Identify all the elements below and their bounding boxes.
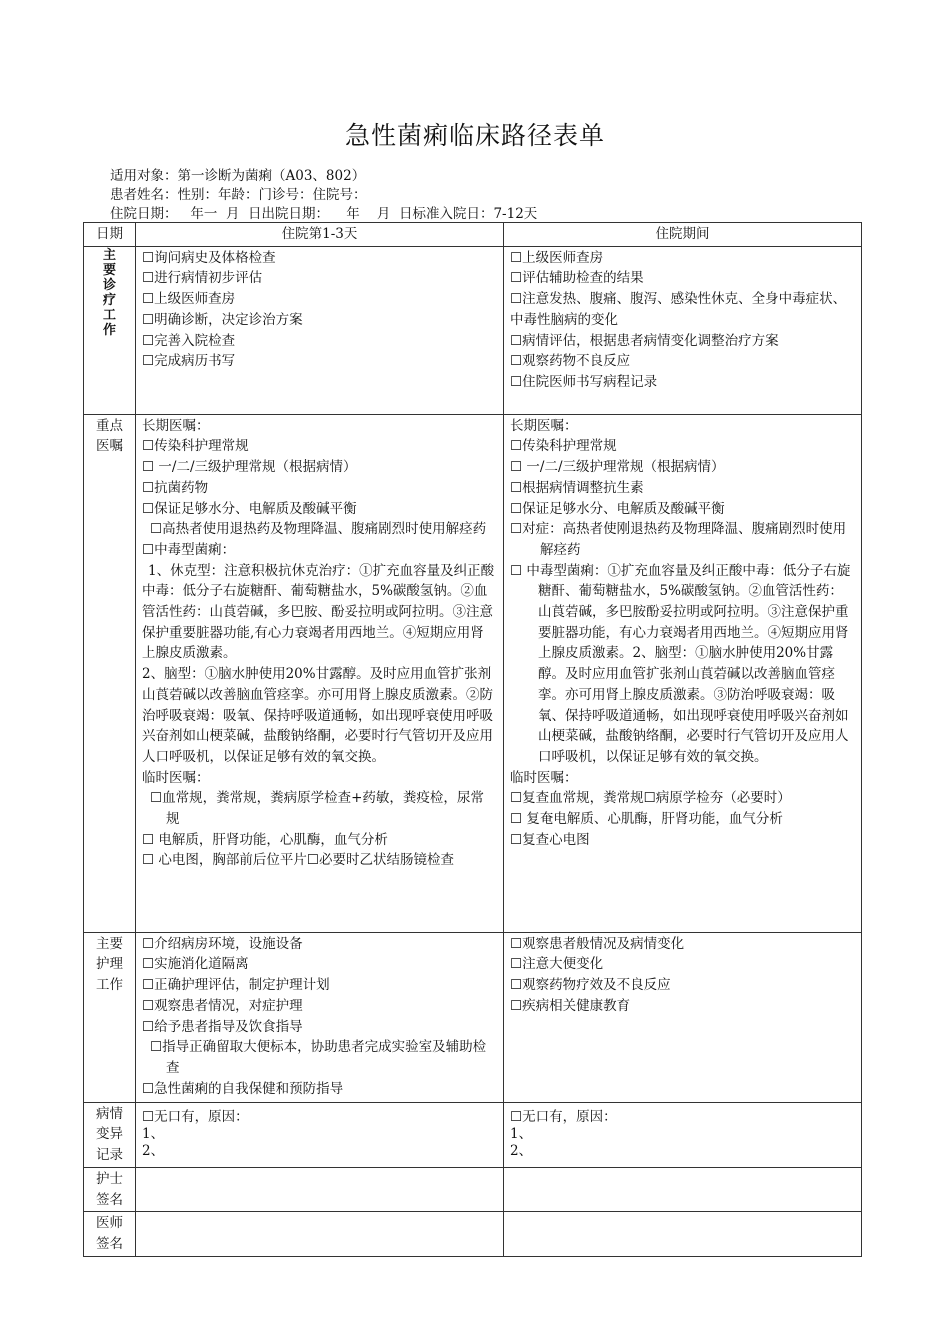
checklist-item[interactable]: ☐对症：高热者使刚退热药及物理降温、腹痛剧烈时使用解痉药 [510,521,847,558]
row-doctor-signature [84,1212,862,1256]
checklist-item[interactable]: ☐完成病历书写 [142,353,236,370]
checklist-item[interactable]: ☐ 一/二/三级护理常规（根据病情） [510,459,725,476]
row-label-variance [84,1102,136,1167]
checklist-item[interactable]: ☐中毒型菌痢： [142,541,236,558]
variance-reason-2[interactable]: 2、 [510,1142,533,1159]
checklist-item[interactable]: ☐介绍病房环境，设施设备 [142,935,303,952]
checklist-item[interactable]: ☐ 复奄电解质、心肌酶，肝肾功能，血气分析 [510,811,783,828]
patient-info: 患者姓名：性别：年龄：门诊号：住院号： [110,187,367,203]
checklist-item[interactable]: ☐急性菌痢的自我保健和预防指导 [142,1080,344,1097]
checklist-item[interactable]: ☐注意发热、腹痛、腹泻、感染性休克、全身中毒症状、中毒性脑病的变化 [510,291,847,328]
checklist-item[interactable]: ☐复查血常规，粪常规☐病原学检夯（必要时） [510,790,791,807]
doctor-signature-field-1[interactable] [136,1212,504,1256]
checklist-item[interactable]: ☐ 一/二/三级护理常规（根据病情） [142,459,357,476]
doctor-sign-label: 医师签名 [96,1215,123,1252]
row-label-diagnosis [84,246,136,414]
row-label-nurse-signature [84,1167,136,1211]
checklist-item[interactable]: ☐观察药物不良反应 [510,353,631,370]
checklist-item[interactable]: ☐实施消化道隔离 [142,956,249,973]
long-term-orders-title: 长期医嘱： [510,417,578,434]
row-label-orders [84,414,136,932]
doctor-signature-field-2[interactable] [504,1212,862,1256]
row-diagnosis [84,246,862,414]
row-label-nursing [84,932,136,1102]
checklist-item[interactable]: ☐评估辅助检查的结果 [510,270,644,287]
header-hospital-stay: 住院期间 [504,223,862,247]
row-nursing [84,932,862,1102]
header-days-1-3: 住院第1-3天 [136,223,504,247]
checklist-item[interactable]: ☐明确诊断，决定诊治方案 [142,311,303,328]
checklist-item[interactable]: ☐正确护理评估，制定护理计划 [142,977,330,994]
variance-reason-2[interactable]: 2、 [142,1142,165,1159]
checklist-item[interactable]: ☐观察药物疗效及不良反应 [510,977,671,994]
row-key-orders [84,414,862,932]
checklist-item[interactable]: ☐ 心电图，胸部前后位平片☐必要时乙状结肠镜检查 [142,852,454,869]
checklist-item[interactable]: ☐给予患者指导及饮食指导 [142,1018,303,1035]
shock-type-text: 1、休克型：注意积极抗休克治疗：①扩充血容量及纠正酸中毒：低分子右旋糖酐、葡萄糖盐水，5%碳酸氢钠。②血管活性药：山莨菪碱，多巴胺、酚妥拉明或阿拉明。③注意保护重要脏器功能,有心力衰竭者用西地兰。④短期应用肾上腺皮质激素。 [142,562,495,662]
variance-checkbox[interactable]: ☐无口有，原因： [142,1108,249,1125]
checklist-item[interactable]: ☐注意大便变化 [510,956,604,973]
checklist-item[interactable]: ☐抗菌药物 [142,479,209,496]
variance-reason-1[interactable]: 1、 [142,1125,165,1142]
checklist-item[interactable]: ☐血常规，粪常规，粪病原学检查+药敏，粪疫检，尿常规 [150,790,484,828]
orders-label: 重点医嘱 [96,417,123,455]
checklist-item[interactable]: ☐病情评估，根据患者病情变化调整治疗方案 [510,332,779,349]
brain-type-text: 2、脑型：①脑水肿使用20%甘露醇。及时应用血管扩张剂山莨菪碱以改善脑血管痉挛。亦可用肾上腺皮质激素。②防治呼吸衰竭：吸氧、保持呼吸道通畅，如出现呼衰使用呼吸兴奋剂如山梗菜碱，盐酸钠络酮，必要时行气管切开及应用人口呼吸机，以保证足够有效的氧交换。 [142,666,493,765]
nurse-sign-label: 护士签名 [96,1170,123,1208]
nurse-signature-field-1[interactable] [136,1167,504,1211]
temporary-orders-title: 临时医嘱： [510,769,578,786]
diagnosis-col1 [136,246,504,414]
header-row [84,223,862,247]
header-date: 日期 [84,223,136,247]
nursing-col2 [504,932,862,1102]
checklist-item[interactable]: ☐观察患者情况，对症护理 [142,997,303,1014]
checklist-item[interactable]: ☐上级医师查房 [510,249,604,266]
orders-col2 [504,414,862,932]
row-label-doctor-signature [84,1212,136,1256]
page-title: 急性菌痢临床路径表单 [344,121,605,150]
checklist-item[interactable]: ☐传染科护理常规 [142,438,249,455]
checklist-item[interactable]: ☐询问病史及体格检查 [142,249,276,266]
nursing-label: 主要护理工作 [96,935,123,994]
checklist-item[interactable]: ☐疾病相关健康教育 [510,997,631,1014]
checklist-item[interactable]: ☐观察患者般情况及病情变化 [510,935,685,952]
checklist-item[interactable]: ☐根据病情调整抗生素 [510,479,644,496]
checklist-item[interactable]: ☐进行病情初步评估 [142,270,263,287]
applicable-object: 适用对象：第一诊断为菌痢（A03、802） [110,168,366,184]
admission-dates: 住院日期： 年一 月 日出院日期： 年 月 日标准入院日：7-12天 [110,206,538,222]
checklist-item[interactable]: ☐高热者使用退热药及物理降温、腹痛剧烈时使用解痉药 [150,521,487,538]
variance-checkbox[interactable]: ☐无口有，原因： [510,1108,617,1125]
clinical-pathway-table [83,222,862,1257]
checklist-item[interactable]: ☐完善入院检查 [142,332,236,349]
variance-label: 病情变异记录 [96,1105,123,1164]
toxic-type-text[interactable]: ☐ 中毒型菌痢：①扩充血容量及纠正酸中毒：低分子右旋糖酐、葡萄糖盐水，5%碳酸氢钠。②血管活性药：山莨菪碱，多巴胺酚妥拉明或阿拉明。③注意保护重要脏器功能，有心力衰竭者用西地兰。④短期应用肾上腺皮质激素。2、脑型：①脑水肿使用20%甘露醇。及时应用血管扩张剂山莨菪碱以改善脑血管痉挛。亦可用肾上腺皮质激素。③防治呼吸衰竭：吸氧、保持呼吸道通畅，如出现呼衰使用呼吸兴奋剂如山梗菜碱，盐酸钠络酮，必要时行气管切开及应用人口呼吸机，以保证足够有效的氧交换。 [510,562,851,765]
checklist-item[interactable]: ☐传染科护理常规 [510,438,617,455]
long-term-orders-title: 长期医嘱： [142,417,210,434]
checklist-item[interactable]: ☐保证足够水分、电解质及酸碱平衡 [510,500,725,517]
checklist-item[interactable]: ☐保证足够水分、电解质及酸碱平衡 [142,500,357,517]
row-variance [84,1102,862,1167]
checklist-item[interactable]: ☐ 电解质，肝肾功能，心肌酶，血气分析 [142,831,388,848]
variance-reason-1[interactable]: 1、 [510,1125,533,1142]
temporary-orders-title: 临时医嘱： [142,769,210,786]
diagnosis-col2 [504,246,862,414]
checklist-item[interactable]: ☐指导正确留取大便标本，协助患者完成实验室及辅助检查 [150,1039,487,1076]
nurse-signature-field-2[interactable] [504,1167,862,1211]
nursing-col1 [136,932,504,1102]
checklist-item[interactable]: ☐上级医师查房 [142,291,236,308]
diagnosis-label: 主要诊疗工作 [102,247,116,338]
orders-col1 [136,414,504,932]
variance-col1 [136,1102,504,1167]
variance-col2 [504,1102,862,1167]
checklist-item[interactable]: ☐复查心电图 [510,831,590,848]
row-nurse-signature [84,1167,862,1211]
checklist-item[interactable]: ☐住院医师书写病程记录 [510,373,658,390]
